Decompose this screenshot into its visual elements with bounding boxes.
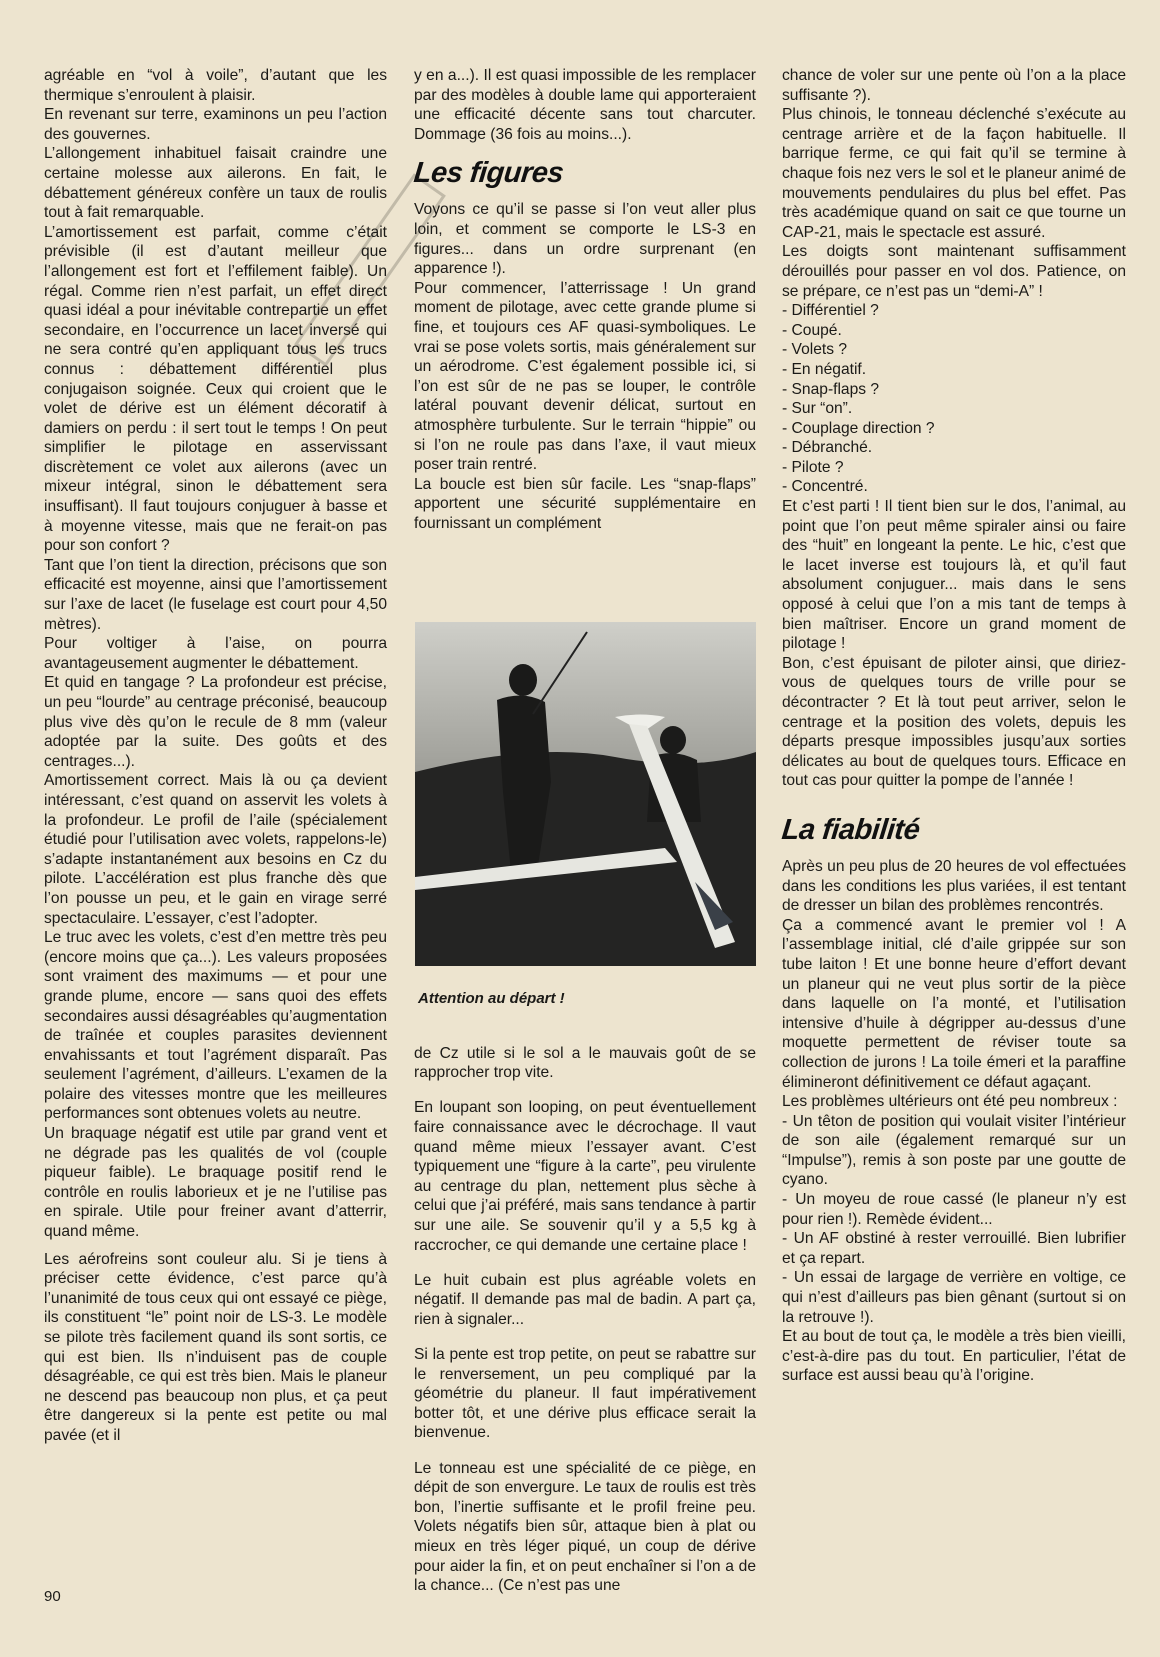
photo-caption: Attention au départ ! — [418, 990, 565, 1007]
checklist-item: - Différentiel ? — [782, 302, 879, 320]
column-2 — [414, 66, 756, 533]
paragraph: Amortissement correct. Mais là ou ça devient intéressant, c’est quand on asservit les volets à la profondeur. Le profil de l’aile (spécialement étudié pour l’utilisation avec volets, rappelons-le) s’adapte instantanément aux besoins en Cz du pilote. L’accélération est plus franche dès que l’on pousse un peu, et le gain en virage serré spectaculaire. L’essayer, c’est l’adopter. — [44, 772, 387, 927]
checklist-item: - Coupé. — [782, 321, 842, 339]
checklist-item: - Couplage direction ? — [782, 419, 935, 437]
paragraph: y en a...). Il est quasi impossible de les remplacer par des modèles à double lame qui apporteraient une efficacité décente sans tout charcuter. Dommage (36 fois au moins...). — [414, 67, 756, 143]
paragraph: Et c’est parti ! Il tient bien sur le dos, l’animal, au point que l’on peut même spiraler ainsi ou faire des “huit” en longeant la pente. Le hic, c’est que le lacet inverse est toujours là, et qu’il faut absolument conjuguer... mais dans le sens opposé à celui que l’on a mis tant de temps à bien maîtriser. Encore un grand moment de pilotage ! — [782, 498, 1126, 653]
checklist-item: - Volets ? — [782, 341, 848, 359]
paragraph: Si la pente est trop petite, on peut se rabattre sur le renversement, un peu compliqué par la géométrie du planeur. Il faut impérativement botter tôt, et une dérive plus efficace serait la bienvenue. — [414, 1346, 756, 1442]
paragraph: - Un têton de position qui voulait visiter l’intérieur de son aile (également remarqué sur un “Impulse”), remis à son poste par une goutte de cyano. — [782, 1112, 1126, 1189]
paragraph: chance de voler sur une pente où l’on a la place suffisante ?). — [782, 67, 1126, 104]
paragraph: Les aérofreins sont couleur alu. Si je tiens à préciser cette évidence, c’est parce qu’à l’unanimité de tous ceux qui ont essayé ce piège, ils constituent “le” point noir de LS-3. Le modèle se pilote très facilement quand ils sont sortis, ce qui est bien. Ils n’induisent pas de couple désagréable, ce qui est très bien. Mais le planeur ne descend pas beaucoup non plus, et ça peut être dangereux si la pente est petite ou mal pavée (et il — [44, 1250, 387, 1444]
checklist-item: - Concentré. — [782, 478, 868, 496]
paragraph: Et au bout de tout ça, le modèle a très bien vieilli, c’est-à-dire pas du tout. En particulier, l’état de surface est aussi beau qu’à l’origine. — [782, 1328, 1126, 1385]
paragraph: Le truc avec les volets, c’est d’en mettre très peu (encore moins que ça...). Les valeurs proposées sont vraiment des maximums — et pour une grande plume, encore — sans quoi des effets secondaires aussi désagréables qu’augmentation de traînée et couples parasites deviennent envahissants et tout l’agrément disparaît. Pas seulement l’agrément, d’ailleurs. L’examen de la polaire des vitesses montre que les meilleures performances sont obtenues volets au neutre. — [44, 929, 387, 1123]
paragraph: Ça a commencé avant le premier vol ! A l’assemblage initial, clé d’aile grippée sur son tube laiton ! Et une bonne heure d’effort devant un planeur qui ne veut plus sortir de la pièce dans laquelle on l’a monté, et l’utilisation intensive d’huile à dégripper au-dessus d’une moquette permettent de réviser toute sa collection de jurons ! La toile émeri et la paraffine élimineront définitivement ce défaut agaçant. — [782, 916, 1126, 1091]
paragraph: Un braquage négatif est utile par grand vent et ne dégrade pas les qualités de vol (couple piqueur faible). Le braquage positif rend le contrôle en roulis laborieux et je ne l’utilise pas en spirale. Utile pour freiner avant d’atterrir, quand même. — [44, 1125, 387, 1241]
checklist-item: - En négatif. — [782, 360, 867, 378]
paragraph: Plus chinois, le tonneau déclenché s’exécute au centrage arrière et de la façon habituelle. Il barrique ferme, ce qui fait qu’il se termine à chaque fois nez vers le sol et le planeur animé de mouvements pendulaires du plus bel effet. Pas très académique quand on sait ce que tourne un CAP-21, mais le spectacle est assuré. — [782, 106, 1126, 241]
paragraph: agréable en “vol à voile”, d’autant que les thermique s’enroulent à plaisir. — [44, 67, 387, 104]
paragraph: Et quid en tangage ? La profondeur est précise, un peu “lourde” au centrage préconisé, beaucoup plus vive dès qu’on le recule de 8 mm (valeur adoptée par la suite. Des goûts et des centrages...). — [44, 674, 387, 770]
column-1 — [44, 66, 387, 1446]
checklist — [782, 301, 1126, 497]
paragraph: - Un moyeu de roue cassé (le planeur n’y est pour rien !). Remède évident... — [782, 1191, 1126, 1228]
checklist-item: - Débranché. — [782, 439, 873, 457]
paragraph: de Cz utile si le sol a le mauvais goût de se rapprocher trop vite. — [414, 1044, 756, 1082]
column-3 — [782, 66, 1126, 1386]
page-number: 90 — [44, 1588, 61, 1605]
checklist-item: - Snap-flaps ? — [782, 380, 880, 398]
paragraph: L’allongement inhabituel faisait craindre une certaine molesse aux ailerons. En fait, le débattement généreux confère un taux de roulis tout à fait remarquable. — [44, 145, 387, 222]
paragraph: L’amortissement est parfait, comme c’était prévisible (il est d’autant meilleur que l’allongement est fort et l’effilement faible). Un régal. Comme rien n’est parfait, un effet direct quasi idéal a pour inévitable contrepartie un effet secondaire, en l’occurrence un lacet inversé qui ne sera contré qu’en appliquant tous les trucs connus : débattement différentiel plus conjugaison soignée. Ceux qui croient que le volet de dérive est un élément décoratif à damiers on perdu : il sert tout le temps ! On peut simplifier le pilotage en asservissant discrètement ce volet aux ailerons (avec un mixeur intégral, sinon le débattement sera insuffisant). Il faut toujours conjuguer à basse et à moyenne vitesse, mais que ne ferait-on pas pour son confort ? — [44, 223, 387, 555]
paragraph: La boucle est bien sûr facile. Les “snap-flaps” apportent une sécurité supplémentaire en fournissant un complément — [414, 475, 756, 532]
paragraph: Tant que l’on tient la direction, précisons que son efficacité est moyenne, ainsi que l’amortissement sur l’axe de lacet (le fuselage est court pour 4,50 mètres). — [44, 556, 387, 633]
paragraph: Après un peu plus de 20 heures de vol effectuées dans les conditions les plus variées, il est tentant de dresser un bilan des problèmes rencontrés. — [782, 857, 1126, 915]
section-heading-figures: Les figures — [412, 157, 565, 190]
paragraph: - Un AF obstiné à rester verrouillé. Bien lubrifier et ça repart. — [782, 1230, 1126, 1267]
checklist-item: - Sur “on”. — [782, 400, 853, 418]
section-heading-fiabilite: La fiabilité — [780, 813, 922, 846]
paragraph: Le tonneau est une spécialité de ce piège, en dépit de son envergure. Le taux de roulis est très bon, l’inertie suffisante et le profil freine peu. Volets négatifs bien sûr, attaque bien à plat ou mieux en très léger piqué, un coup de dérive pour aider la fin, et on peut enchaîner si l’on a de la chance... (Ce n’est pas une — [414, 1459, 756, 1595]
checklist-item: - Pilote ? — [782, 458, 844, 476]
paragraph: Voyons ce qu’il se passe si l’on veut aller plus loin, et comment se comporte le LS-3 en figures... dans un ordre surprenant (en apparence !). — [414, 201, 756, 278]
paragraph: Les problèmes ultérieurs ont été peu nombreux : — [782, 1093, 1118, 1111]
paragraph: - Un essai de largage de verrière en voltige, ce qui n’est d’ailleurs pas bien gênant (surtout si on la retrouve !). — [782, 1269, 1126, 1326]
column-2-continued — [414, 1028, 756, 1611]
photo-pilot-launching-glider — [415, 622, 756, 966]
paragraph: Le huit cubain est plus agréable volets en négatif. Il demande pas mal de badin. A part ça, rien à signaler... — [414, 1271, 756, 1328]
paragraph: En revenant sur terre, examinons un peu l’action des gouvernes. — [44, 106, 387, 143]
paragraph: Bon, c’est épuisant de piloter ainsi, que diriez-vous de quelques tours de vrille pour se décontracter ? Et là tout peut arriver, selon le centrage et la position des volets, depuis les départs presque impossibles jusqu’aux sorties délicates au bout de quelques tours. Efficace en tout cas pour quitter la pompe de l’année ! — [782, 654, 1126, 790]
paragraph: Pour commencer, l’atterrissage ! Un grand moment de pilotage, avec cette grande plume si fine, et toujours ces AF quasi-symboliques. Le vrai se pose volets sortis, mais généralement sur un aérodrome. C’est également possible ici, si l’on est sûr de ne pas se louper, le contrôle latéral pouvant devenir délicat, surtout en atmosphère turbulente. Sur le terrain “hippie” ou si l’on ne roule pas dans l’axe, il vaut mieux poser train rentré. — [414, 279, 756, 474]
paragraph: Les doigts sont maintenant suffisamment dérouillés pour passer en vol dos. Patience, on se prépare, ce n’est pas un “demi-A” ! — [782, 243, 1126, 300]
paragraph: Pour voltiger à l’aise, on pourra avantageusement augmenter le débattement. — [44, 635, 387, 672]
paragraph: En loupant son looping, on peut éventuellement faire connaissance avec le décrochage. Il vaut quand même mieux l’essayer avant. C’est typiquement une “figure à la carte”, peu virulente au centrage du plan, nettement plus sèche à celui que j’ai préféré, mais sans tendance à partir sur une aile. Se souvenir qu’il y a 5,5 kg à raccrocher, ce qui demande une certaine place ! — [414, 1099, 756, 1254]
